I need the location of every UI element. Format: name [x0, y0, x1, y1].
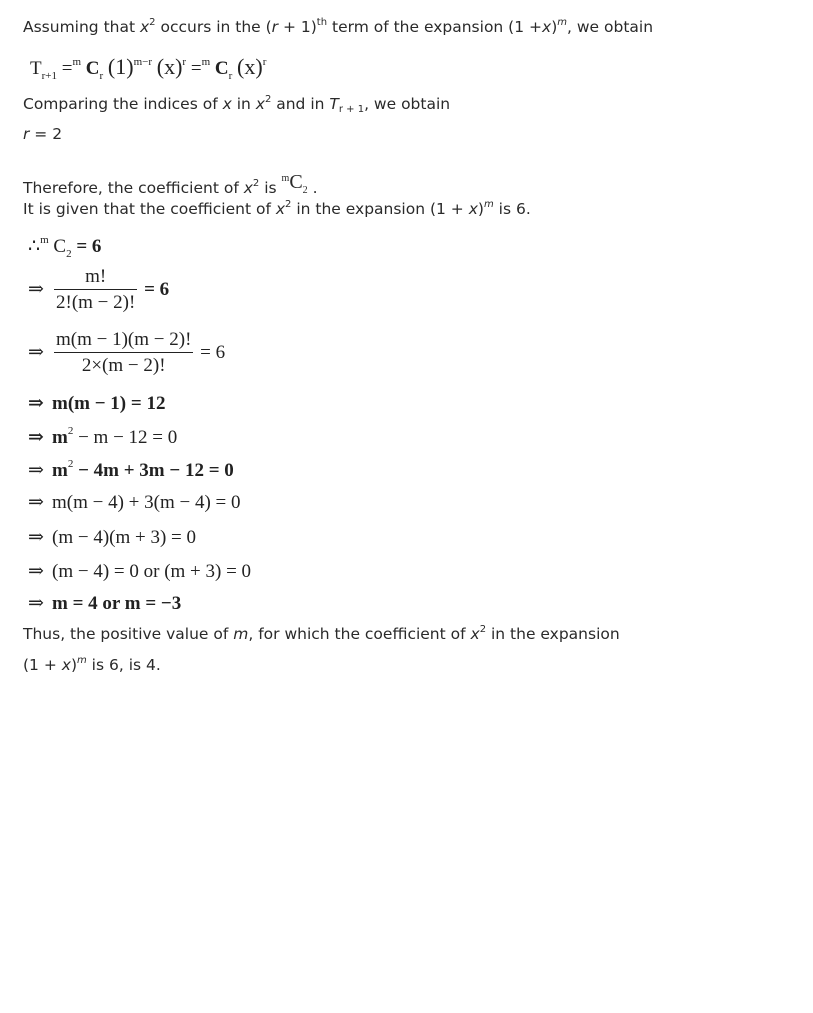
text: (1 + — [23, 656, 62, 674]
implies-icon: ⇒ — [28, 427, 44, 448]
text: Assuming that — [23, 18, 140, 36]
exponent: 2 — [285, 199, 292, 210]
subscript: 2 — [66, 248, 72, 260]
conclusion-line-1 — [23, 624, 620, 644]
superscript: m — [281, 173, 290, 184]
text: , we obtain — [567, 18, 654, 36]
therefore-symbol: ∴ — [28, 236, 41, 257]
text: in the expansion (1 + — [291, 200, 469, 218]
denominator: 2×(m − 2)! — [54, 352, 193, 379]
fraction — [54, 328, 193, 379]
text: ) — [477, 200, 484, 218]
step-8 — [28, 560, 251, 584]
var-x: x — [275, 200, 286, 218]
r-value — [23, 124, 62, 144]
superscript: r — [262, 56, 267, 68]
text: is — [259, 179, 282, 197]
text: + 1) — [278, 18, 317, 36]
exponent: 2 — [67, 458, 74, 470]
implies-icon: ⇒ — [28, 561, 44, 582]
term: (1) — [107, 54, 134, 79]
general-term-equation — [30, 55, 266, 81]
subscript: r+1 — [41, 70, 57, 82]
subscript: r + 1 — [338, 104, 365, 115]
expression: − 4m + 3m − 12 = 0 — [73, 460, 234, 481]
text: is 6. — [493, 200, 531, 218]
var-m: m — [52, 460, 68, 481]
exponent: 2 — [479, 624, 487, 635]
var-x: x — [468, 200, 478, 218]
step-fraction-1 — [28, 265, 169, 316]
text: in the expansion — [486, 625, 620, 643]
var-x: x — [222, 95, 232, 113]
numerator: m! — [85, 266, 107, 287]
numerator: m(m − 1)(m − 2)! — [56, 329, 192, 350]
C: C — [48, 236, 67, 257]
var-m: m — [77, 655, 87, 666]
implies-icon: ⇒ — [28, 460, 44, 481]
text: = 2 — [29, 125, 63, 143]
expression: m(m − 4) + 3(m − 4) = 0 — [52, 492, 241, 513]
intro-sentence — [23, 17, 653, 37]
term: (x) — [237, 54, 263, 79]
implies-icon: ⇒ — [28, 492, 44, 513]
comparing-sentence — [23, 94, 450, 114]
exponent: 2 — [67, 425, 74, 437]
exponent: 2 — [264, 94, 272, 105]
text: , we obtain — [364, 95, 451, 113]
equals: = — [186, 58, 202, 79]
var-x: x — [243, 179, 253, 197]
superscript: m−r — [133, 56, 153, 68]
step-5 — [28, 459, 234, 483]
step-therefore — [28, 235, 101, 259]
exponent: 2 — [149, 17, 156, 28]
superscript: m — [40, 234, 49, 246]
given-sentence — [23, 199, 531, 219]
subscript: r — [99, 70, 104, 82]
text: It is given that the coefficient of — [23, 200, 276, 218]
step-fraction-2 — [28, 328, 225, 379]
superscript: m — [201, 56, 211, 68]
implies-icon: ⇒ — [28, 593, 44, 614]
text: Comparing the indices of — [23, 95, 223, 113]
denominator: 2!(m − 2)! — [54, 289, 137, 316]
var-x: x — [61, 656, 71, 674]
expression: (m − 4)(m + 3) = 0 — [52, 527, 197, 548]
result: = 6 — [71, 236, 102, 257]
fraction — [54, 265, 137, 316]
var-x: x — [542, 18, 552, 36]
var-m: m — [52, 427, 68, 448]
var-x: x — [470, 625, 480, 643]
conclusion-line-2 — [23, 655, 161, 675]
exponent: 2 — [252, 178, 260, 189]
step-7 — [28, 526, 196, 550]
text: and in — [271, 95, 330, 113]
var-T: T — [329, 95, 339, 113]
expression: m(m − 1) = 12 — [52, 393, 166, 414]
step-3 — [28, 392, 165, 416]
var-x: x — [255, 95, 265, 113]
expression: m = 4 or m = −3 — [52, 593, 182, 614]
text: Thus, the positive value of — [23, 625, 234, 643]
superscript: m — [72, 56, 82, 68]
var-x: x — [139, 18, 150, 36]
var-r: r — [23, 125, 30, 143]
T: T — [30, 58, 42, 79]
subscript: 2 — [302, 185, 308, 196]
text: occurs in the ( — [155, 18, 272, 36]
C: C — [81, 58, 100, 79]
var-r: r — [271, 18, 279, 36]
implies-icon: ⇒ — [28, 278, 44, 300]
C: C — [210, 58, 229, 79]
step-9 — [28, 592, 181, 616]
ordinal: th — [316, 17, 328, 28]
var-m: m — [233, 625, 249, 643]
implies-icon: ⇒ — [28, 393, 44, 414]
implies-icon: ⇒ — [28, 341, 44, 363]
step-6 — [28, 491, 241, 515]
expression: (m − 4) = 0 or (m + 3) = 0 — [52, 561, 252, 582]
text: Therefore, the coefficient of — [23, 179, 244, 197]
equals: = — [56, 58, 73, 79]
result: = 6 — [139, 278, 170, 300]
text: in — [231, 95, 256, 113]
text: term of the expansion (1 + — [327, 18, 542, 36]
text: is 6, is 4. — [86, 656, 161, 674]
text: , for which the coefficient of — [248, 625, 471, 643]
implies-icon: ⇒ — [28, 527, 44, 548]
term: (x) — [156, 54, 183, 79]
step-4 — [28, 426, 177, 450]
C: C — [289, 171, 303, 193]
subscript: r — [228, 70, 233, 82]
text: . — [307, 179, 318, 197]
text: ) — [70, 656, 77, 674]
var-m: m — [557, 17, 567, 28]
coefficient-sentence — [23, 169, 318, 201]
text: ) — [551, 18, 558, 36]
result: = 6 — [195, 341, 226, 363]
expression: − m − 12 = 0 — [73, 427, 178, 448]
var-m: m — [483, 199, 494, 210]
superscript: r — [182, 56, 187, 68]
